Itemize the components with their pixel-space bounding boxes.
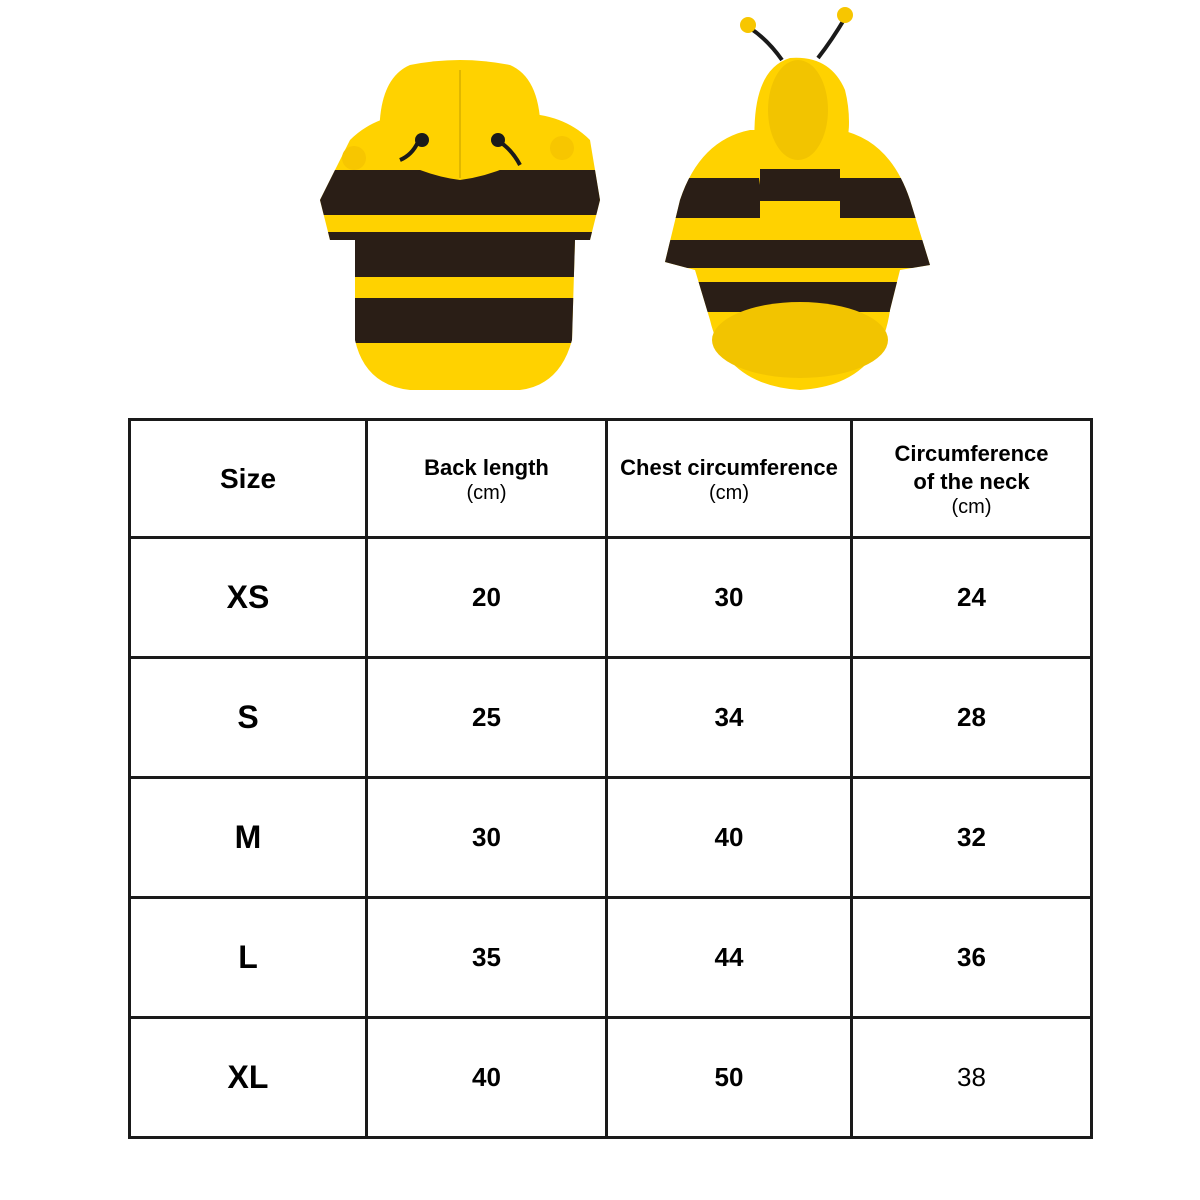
bee-hoodie-front-view-icon — [650, 0, 940, 400]
header-back-length-unit: (cm) — [466, 481, 507, 504]
size-cell: XS — [130, 538, 367, 658]
table-row — [130, 658, 1092, 778]
size-cell: M — [130, 778, 367, 898]
neck-cell: 38 — [852, 1018, 1092, 1138]
table-row — [130, 778, 1092, 898]
back-length-cell: 40 — [367, 1018, 607, 1138]
table-header-row — [130, 420, 1092, 538]
header-chest-unit: (cm) — [709, 481, 749, 504]
table-row — [130, 538, 1092, 658]
size-chart-table — [128, 418, 1093, 1139]
neck-cell: 36 — [852, 898, 1092, 1018]
header-neck-unit: (cm) — [951, 495, 992, 518]
header-chest — [607, 420, 852, 538]
bee-hoodie-back-photo — [300, 0, 620, 400]
chest-cell: 40 — [607, 778, 852, 898]
back-length-cell: 35 — [367, 898, 607, 1018]
bee-hoodie-front-photo — [650, 0, 940, 400]
neck-cell: 24 — [852, 538, 1092, 658]
header-chest-label: Chest circumference — [620, 454, 838, 480]
back-length-cell: 20 — [367, 538, 607, 658]
header-neck-label-line1: Circumference — [894, 440, 1049, 466]
chest-cell: 50 — [607, 1018, 852, 1138]
header-back-length — [367, 420, 607, 538]
header-size: Size — [130, 420, 367, 538]
bee-hoodie-back-view-icon — [300, 0, 620, 400]
table-row — [130, 898, 1092, 1018]
size-cell: XL — [130, 1018, 367, 1138]
header-neck — [852, 420, 1092, 538]
back-length-cell: 30 — [367, 778, 607, 898]
size-cell: L — [130, 898, 367, 1018]
chest-cell: 44 — [607, 898, 852, 1018]
back-length-cell: 25 — [367, 658, 607, 778]
neck-cell: 32 — [852, 778, 1092, 898]
neck-cell: 28 — [852, 658, 1092, 778]
chest-cell: 34 — [607, 658, 852, 778]
table-row — [130, 1018, 1092, 1138]
header-neck-label-line2: of the neck — [913, 468, 1030, 494]
chest-cell: 30 — [607, 538, 852, 658]
header-back-length-label: Back length — [424, 454, 549, 480]
size-cell: S — [130, 658, 367, 778]
